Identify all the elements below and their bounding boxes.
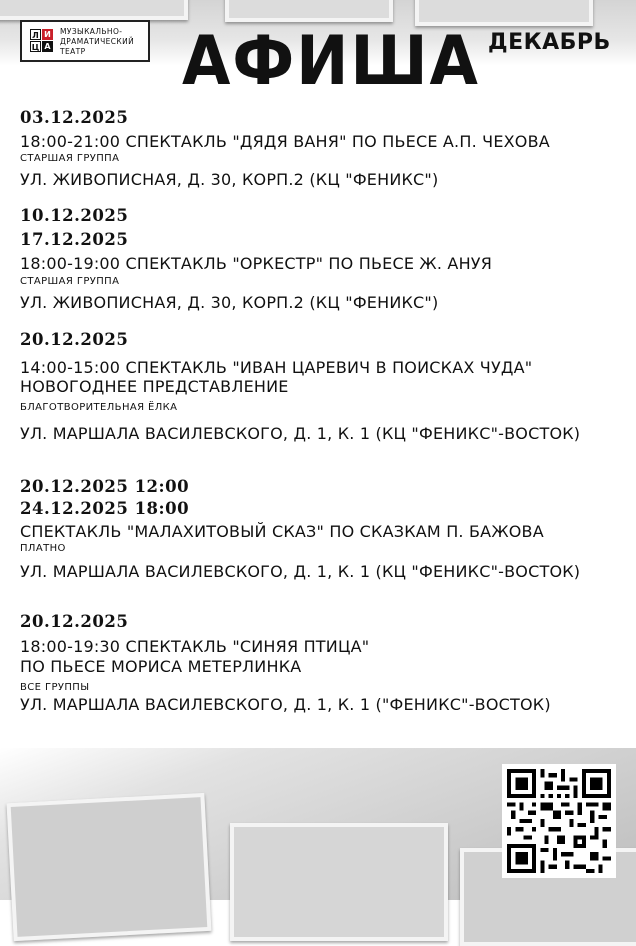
event-note: СТАРШАЯ ГРУППА: [20, 276, 120, 287]
event-note: СТАРШАЯ ГРУППА: [20, 153, 120, 164]
event-address: УЛ. МАРШАЛА ВАСИЛЕВСКОГО, Д. 1, К. 1 (КЦ "ФЕНИКС"-ВОСТОК): [20, 562, 581, 581]
qr-code-icon[interactable]: [502, 764, 616, 878]
month-label: ДЕКАБРЬ: [488, 30, 611, 55]
logo-line: ТЕАТР: [60, 47, 86, 56]
logo-letter: И: [42, 29, 53, 40]
event-address: УЛ. ЖИВОПИСНАЯ, Д. 30, КОРП.2 (КЦ "ФЕНИКС"): [20, 170, 439, 189]
event-title: 18:00-19:00 СПЕКТАКЛЬ "ОРКЕСТР" ПО ПЬЕСЕ Ж. АНУЯ: [20, 254, 493, 273]
event-address: УЛ. МАРШАЛА ВАСИЛЕВСКОГО, Д. 1, К. 1 ("ФЕНИКС"-ВОСТОК): [20, 695, 551, 714]
event-note: БЛАГОТВОРИТЕЛЬНАЯ ЁЛКА: [20, 402, 178, 413]
logo-letter: Ц: [31, 43, 40, 52]
event-title: 14:00-15:00 СПЕКТАКЛЬ "ИВАН ЦАРЕВИЧ В ПОИСКАХ ЧУДА": [20, 358, 533, 377]
event-subtitle: ПО ПЬЕСЕ МОРИСА МЕТЕРЛИНКА: [20, 657, 302, 676]
logo-line: МУЗЫКАЛЬНО-: [60, 27, 123, 36]
event-title: 18:00-19:30 СПЕКТАКЛЬ "СИНЯЯ ПТИЦА": [20, 637, 370, 656]
qr-code-graphic: [507, 769, 611, 873]
logo-mark: [30, 29, 54, 53]
logo-text: [60, 27, 134, 57]
logo-letter: Л: [30, 29, 41, 40]
event-note: ПЛАТНО: [20, 543, 66, 554]
event-date: 10.12.2025: [20, 206, 129, 225]
event-date: 24.12.2025 18:00: [20, 499, 190, 518]
event-date: 17.12.2025: [20, 230, 129, 249]
logo-line: ДРАМАТИЧЕСКИЙ: [60, 37, 135, 46]
event-date: 20.12.2025: [20, 612, 129, 631]
event-date: 20.12.2025 12:00: [20, 477, 190, 496]
photo-frame: [230, 823, 448, 941]
event-title: 18:00-21:00 СПЕКТАКЛЬ "ДЯДЯ ВАНЯ" ПО ПЬЕСЕ А.П. ЧЕХОВА: [20, 132, 550, 151]
event-address: УЛ. ЖИВОПИСНАЯ, Д. 30, КОРП.2 (КЦ "ФЕНИКС"): [20, 293, 439, 312]
photo-frame: [7, 793, 212, 941]
photo-frame: [0, 0, 188, 20]
event-title: СПЕКТАКЛЬ "МАЛАХИТОВЫЙ СКАЗ" ПО СКАЗКАМ П. БАЖОВА: [20, 522, 544, 541]
photo-frame: [225, 0, 393, 22]
event-date: 03.12.2025: [20, 108, 129, 127]
theatre-logo: [20, 20, 150, 62]
page-title: АФИША: [182, 22, 480, 101]
event-subtitle: НОВОГОДНЕЕ ПРЕДСТАВЛЕНИЕ: [20, 377, 289, 396]
event-address: УЛ. МАРШАЛА ВАСИЛЕВСКОГО, Д. 1, К. 1 (КЦ "ФЕНИКС"-ВОСТОК): [20, 424, 581, 443]
event-note: ВСЕ ГРУППЫ: [20, 682, 90, 693]
logo-letter: А: [42, 41, 53, 52]
event-date: 20.12.2025: [20, 330, 129, 349]
